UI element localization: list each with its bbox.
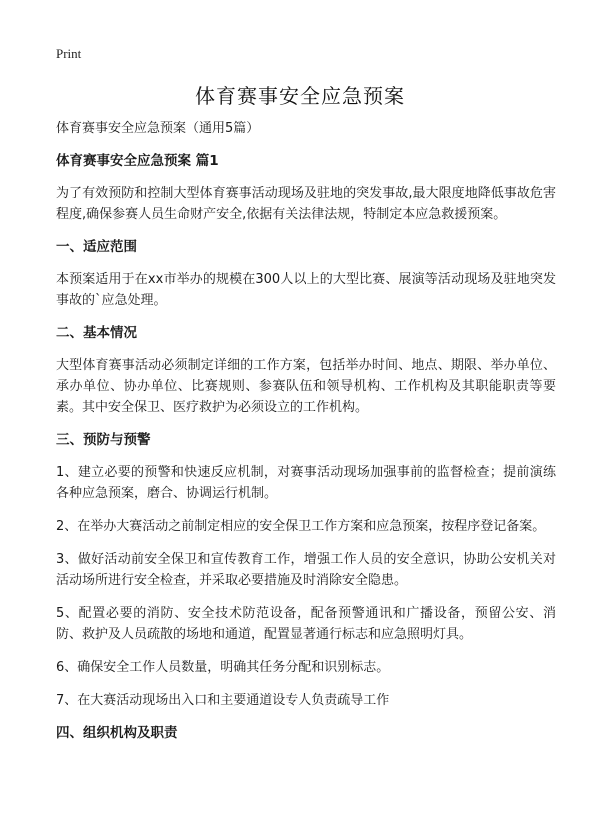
section-heading-prevention: 三、预防与预警 (56, 432, 151, 448)
document-subtitle: 体育赛事安全应急预案（通用5篇） (56, 121, 260, 136)
document-body (56, 119, 556, 755)
prevention-item: 5、配置必要的消防、安全技术防范设备，配备预警通讯和广播设备，预留公安、消防、救护及人员疏散的场地和通道，配置显著通行标志和应急照明灯具。 (56, 606, 556, 642)
section-heading-basic: 二、基本情况 (56, 325, 137, 341)
prevention-item: 1、建立必要的预警和快速反应机制，对赛事活动现场加强事前的监督检查；提前演练各种应急预案，磨合、协调运行机制。 (56, 465, 556, 501)
print-label: Print (56, 46, 82, 61)
article-heading: 体育赛事安全应急预案 篇1 (56, 153, 219, 169)
intro-paragraph: 为了有效预防和控制大型体育赛事活动现场及驻地的突发事故,最大限度地降低事故危害程度,确保参赛人员生命财产安全,依据有关法律法规，特制定本应急救援预案。 (56, 186, 556, 222)
section-heading-scope: 一、适应范围 (56, 239, 137, 255)
prevention-item: 3、做好活动前安全保卫和宣传教育工作，增强工作人员的安全意识，协助公安机关对活动场所进行安全检查，并采取必要措施及时消除安全隐患。 (56, 552, 556, 588)
section-heading-organization: 四、组织机构及职责 (56, 725, 178, 741)
scope-paragraph: 本预案适用于在xx市举办的规模在300人以上的大型比赛、展演等活动现场及驻地突发事故的`应急处理。 (56, 272, 556, 308)
prevention-item: 2、在举办大赛活动之前制定相应的安全保卫工作方案和应急预案，按程序登记备案。 (56, 519, 546, 534)
prevention-item: 7、在大赛活动现场出入口和主要通道设专人负责疏导工作 (56, 693, 390, 708)
page-title: 体育赛事安全应急预案 (195, 84, 405, 108)
basic-paragraph: 大型体育赛事活动必须制定详细的工作方案，包括举办时间、地点、期限、举办单位、承办单位、协办单位、比赛规则、参赛队伍和领导机构、工作机构及其职能职责等要素。其中安全保卫、医疗救护为必须设立的工作机构。 (56, 358, 556, 415)
prevention-item: 6、确保安全工作人员数量，明确其任务分配和识别标志。 (56, 660, 390, 675)
